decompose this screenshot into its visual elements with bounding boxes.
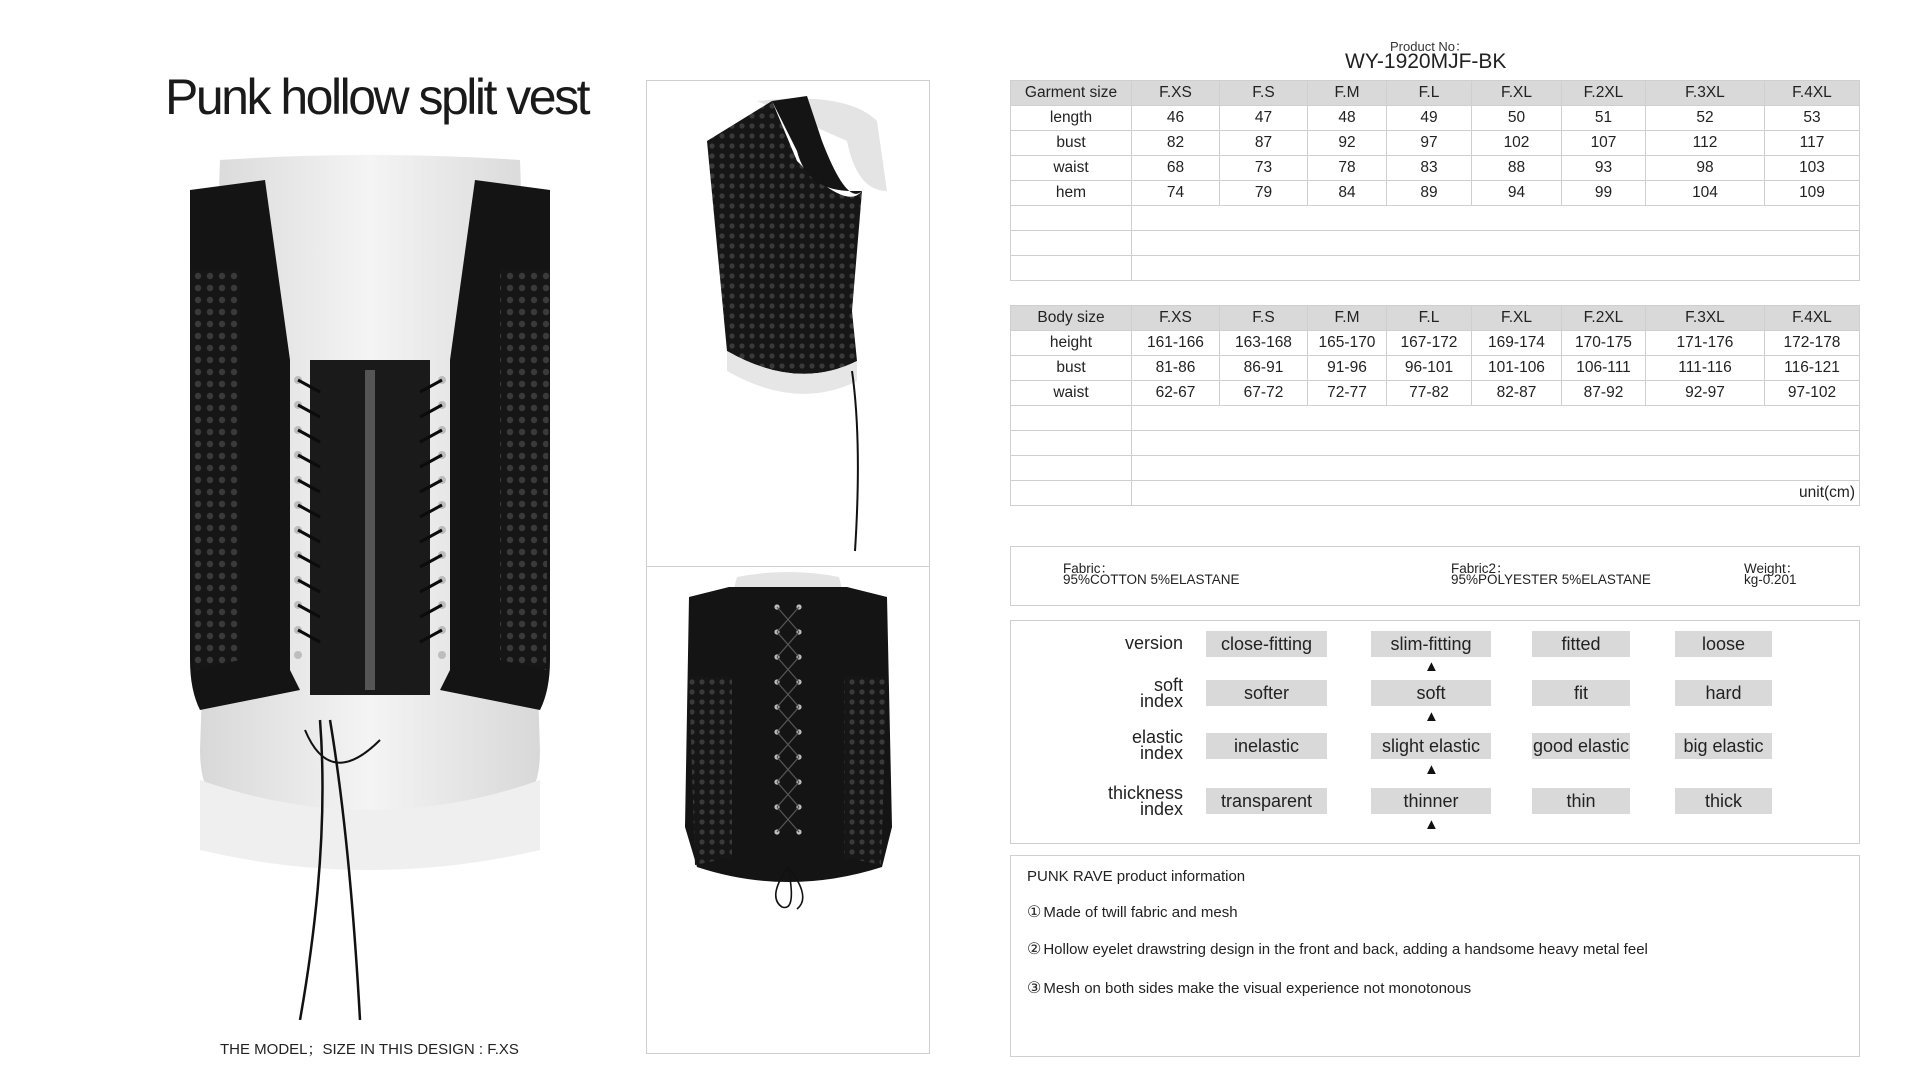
table-cell: 50 bbox=[1472, 106, 1562, 131]
elastic-option: inelastic bbox=[1206, 733, 1327, 759]
table-cell: 47 bbox=[1220, 106, 1308, 131]
table-cell: 67-72 bbox=[1220, 381, 1308, 406]
table-cell: 82 bbox=[1132, 131, 1220, 156]
info-item bbox=[1027, 978, 1471, 998]
table-cell: 74 bbox=[1132, 181, 1220, 206]
table-row-empty bbox=[1011, 431, 1860, 456]
table-cell: 106-111 bbox=[1562, 356, 1646, 381]
table-row-empty bbox=[1011, 206, 1860, 231]
thickness-marker-icon: ▲ bbox=[1424, 816, 1439, 833]
weight-value: kg-0.201 bbox=[1744, 572, 1797, 587]
table-cell: 73 bbox=[1220, 156, 1308, 181]
table-cell: 79 bbox=[1220, 181, 1308, 206]
soft-marker-icon: ▲ bbox=[1424, 708, 1439, 725]
table-row bbox=[1011, 356, 1860, 381]
table-header-cell: Body size bbox=[1011, 306, 1132, 331]
fabric-label: Fabric： bbox=[1063, 561, 1115, 576]
table-header-cell: F.M bbox=[1308, 306, 1387, 331]
table-header-cell: F.XS bbox=[1132, 81, 1220, 106]
fabric2-value: 95%POLYESTER 5%ELASTANE bbox=[1451, 572, 1651, 587]
weight-label: Weight： bbox=[1744, 561, 1800, 576]
thickness-index-label: thickness index bbox=[1107, 783, 1183, 819]
body-size-table bbox=[1010, 305, 1860, 506]
table-header-cell: F.XS bbox=[1132, 306, 1220, 331]
info-item-number: ② bbox=[1027, 941, 1042, 958]
table-cell: 68 bbox=[1132, 156, 1220, 181]
elastic-option: good elastic bbox=[1532, 733, 1630, 759]
table-cell: bust bbox=[1011, 356, 1132, 381]
version-marker-icon: ▲ bbox=[1424, 658, 1439, 675]
info-item bbox=[1027, 939, 1648, 959]
table-cell: 92-97 bbox=[1646, 381, 1765, 406]
fabric2-label: Fabric2： bbox=[1451, 561, 1510, 576]
page-title: Punk hollow split vest bbox=[165, 69, 589, 125]
table-row bbox=[1011, 131, 1860, 156]
table-cell: 96-101 bbox=[1387, 356, 1472, 381]
thickness-option-selected: thinner bbox=[1371, 788, 1491, 814]
table-cell: 117 bbox=[1765, 131, 1860, 156]
table-cell: 77-82 bbox=[1387, 381, 1472, 406]
model-size-note: THE MODEL；SIZE IN THIS DESIGN : F.XS bbox=[220, 1041, 519, 1058]
table-cell: 93 bbox=[1562, 156, 1646, 181]
table-cell: 78 bbox=[1308, 156, 1387, 181]
table-cell: 97-102 bbox=[1765, 381, 1860, 406]
table-cell: 172-178 bbox=[1765, 331, 1860, 356]
table-cell: 163-168 bbox=[1220, 331, 1308, 356]
table-row-empty bbox=[1011, 256, 1860, 281]
table-header-cell: F.2XL bbox=[1562, 306, 1646, 331]
table-cell: 94 bbox=[1472, 181, 1562, 206]
table-header-cell: F.4XL bbox=[1765, 306, 1860, 331]
table-header-cell: Garment size bbox=[1011, 81, 1132, 106]
soft-option: hard bbox=[1675, 680, 1772, 706]
table-row bbox=[1011, 381, 1860, 406]
table-row-empty bbox=[1011, 456, 1860, 481]
unit-note: unit(cm) bbox=[1132, 481, 1860, 506]
table-cell: 104 bbox=[1646, 181, 1765, 206]
table-header-cell: F.2XL bbox=[1562, 81, 1646, 106]
table-header-row bbox=[1011, 81, 1860, 106]
table-cell: 98 bbox=[1646, 156, 1765, 181]
version-option: close-fitting bbox=[1206, 631, 1327, 657]
table-cell: 91-96 bbox=[1308, 356, 1387, 381]
table-cell: 81-86 bbox=[1132, 356, 1220, 381]
table-cell: 107 bbox=[1562, 131, 1646, 156]
table-cell: 169-174 bbox=[1472, 331, 1562, 356]
table-cell: 103 bbox=[1765, 156, 1860, 181]
version-label: version bbox=[1124, 633, 1183, 653]
info-item-text: Made of twill fabric and mesh bbox=[1043, 904, 1238, 921]
table-row-unit bbox=[1011, 481, 1860, 506]
table-cell: 171-176 bbox=[1646, 331, 1765, 356]
thickness-option: thin bbox=[1532, 788, 1630, 814]
table-cell: 86-91 bbox=[1220, 356, 1308, 381]
table-header-cell: F.3XL bbox=[1646, 81, 1765, 106]
product-number: WY-1920MJF-BK bbox=[1345, 50, 1507, 73]
table-cell: 102 bbox=[1472, 131, 1562, 156]
info-item-number: ③ bbox=[1027, 980, 1042, 997]
thickness-option: transparent bbox=[1206, 788, 1327, 814]
table-cell: 87 bbox=[1220, 131, 1308, 156]
table-header-cell: F.XL bbox=[1472, 81, 1562, 106]
table-cell: 82-87 bbox=[1472, 381, 1562, 406]
table-header-cell: F.S bbox=[1220, 81, 1308, 106]
version-option: loose bbox=[1675, 631, 1772, 657]
table-cell: 112 bbox=[1646, 131, 1765, 156]
table-cell: hem bbox=[1011, 181, 1132, 206]
table-cell: 167-172 bbox=[1387, 331, 1472, 356]
table-header-cell: F.M bbox=[1308, 81, 1387, 106]
side-view-photo bbox=[646, 80, 930, 568]
table-row bbox=[1011, 181, 1860, 206]
table-row bbox=[1011, 106, 1860, 131]
table-cell: 101-106 bbox=[1472, 356, 1562, 381]
table-cell: waist bbox=[1011, 156, 1132, 181]
table-cell: 52 bbox=[1646, 106, 1765, 131]
table-cell: 109 bbox=[1765, 181, 1860, 206]
table-cell: 46 bbox=[1132, 106, 1220, 131]
table-row bbox=[1011, 331, 1860, 356]
soft-option-selected: soft bbox=[1371, 680, 1491, 706]
table-cell: height bbox=[1011, 331, 1132, 356]
elastic-option: big elastic bbox=[1675, 733, 1772, 759]
table-cell: 111-116 bbox=[1646, 356, 1765, 381]
table-row bbox=[1011, 156, 1860, 181]
table-cell: 99 bbox=[1562, 181, 1646, 206]
table-cell: 62-67 bbox=[1132, 381, 1220, 406]
table-header-cell: F.XL bbox=[1472, 306, 1562, 331]
table-header-cell: F.S bbox=[1220, 306, 1308, 331]
garment-size-table bbox=[1010, 80, 1860, 281]
elastic-marker-icon: ▲ bbox=[1424, 761, 1439, 778]
table-cell: 88 bbox=[1472, 156, 1562, 181]
table-cell: waist bbox=[1011, 381, 1132, 406]
table-cell: 92 bbox=[1308, 131, 1387, 156]
table-header-cell: F.3XL bbox=[1646, 306, 1765, 331]
soft-index-label: soft index bbox=[1139, 675, 1183, 711]
table-cell: bust bbox=[1011, 131, 1132, 156]
product-number-label: Product No： bbox=[1390, 39, 1469, 54]
front-view-photo bbox=[180, 150, 560, 1020]
table-cell: 51 bbox=[1562, 106, 1646, 131]
soft-option: fit bbox=[1532, 680, 1630, 706]
table-cell: 161-166 bbox=[1132, 331, 1220, 356]
back-view-photo bbox=[646, 566, 930, 1054]
table-cell: 49 bbox=[1387, 106, 1472, 131]
fabric-value: 95%COTTON 5%ELASTANE bbox=[1063, 572, 1240, 587]
table-cell: 165-170 bbox=[1308, 331, 1387, 356]
thickness-option: thick bbox=[1675, 788, 1772, 814]
fabric-info-box bbox=[1010, 546, 1860, 606]
info-heading: PUNK RAVE product information bbox=[1027, 868, 1246, 885]
info-item bbox=[1027, 902, 1238, 922]
product-info-box bbox=[1010, 855, 1860, 1057]
table-header-cell: F.4XL bbox=[1765, 81, 1860, 106]
table-cell: 170-175 bbox=[1562, 331, 1646, 356]
table-cell: 87-92 bbox=[1562, 381, 1646, 406]
table-row-empty bbox=[1011, 406, 1860, 431]
version-option-selected: slim-fitting bbox=[1371, 631, 1491, 657]
table-cell: 97 bbox=[1387, 131, 1472, 156]
table-header-cell: F.L bbox=[1387, 306, 1472, 331]
table-header-cell: F.L bbox=[1387, 81, 1472, 106]
fit-index-box bbox=[1010, 620, 1860, 844]
table-cell: 53 bbox=[1765, 106, 1860, 131]
version-option: fitted bbox=[1532, 631, 1630, 657]
elastic-option-selected: slight elastic bbox=[1371, 733, 1491, 759]
table-header-row bbox=[1011, 306, 1860, 331]
soft-option: softer bbox=[1206, 680, 1327, 706]
table-cell: 72-77 bbox=[1308, 381, 1387, 406]
table-cell: 83 bbox=[1387, 156, 1472, 181]
info-item-text: Mesh on both sides make the visual experience not monotonous bbox=[1043, 980, 1472, 997]
table-row-empty bbox=[1011, 231, 1860, 256]
table-cell: 84 bbox=[1308, 181, 1387, 206]
table-cell: 48 bbox=[1308, 106, 1387, 131]
table-cell: 89 bbox=[1387, 181, 1472, 206]
table-cell: length bbox=[1011, 106, 1132, 131]
table-cell: 116-121 bbox=[1765, 356, 1860, 381]
info-item-text: Hollow eyelet drawstring design in the front and back, adding a handsome heavy metal feel bbox=[1043, 941, 1648, 958]
elastic-index-label: elastic index bbox=[1131, 727, 1183, 763]
info-item-number: ① bbox=[1027, 904, 1042, 921]
